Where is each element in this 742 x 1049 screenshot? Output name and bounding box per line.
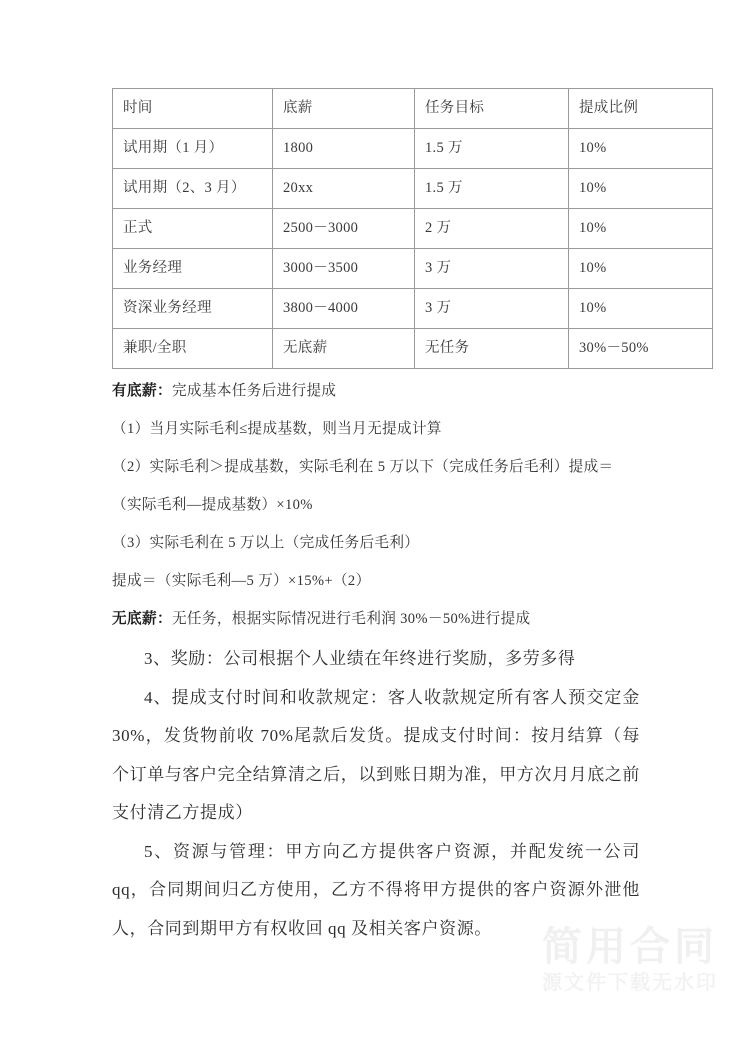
column-header-rate: 提成比例 — [569, 89, 713, 129]
with-base-salary-rule-1: （1）当月实际毛利≤提成基数，则当月无提成计算 — [112, 421, 442, 437]
with-base-salary-lead: 有底薪： — [112, 383, 172, 399]
table-header-row — [113, 89, 713, 129]
with-base-salary-rule-3-formula: 提成＝（实际毛利—5 万）×15%+（2） — [112, 573, 371, 589]
cell-rate: 30%－50% — [569, 329, 713, 369]
cell-rate: 10% — [569, 249, 713, 289]
cell-goal: 3 万 — [415, 249, 569, 289]
table-row — [113, 249, 713, 289]
watermark-brand: 简用合同 — [542, 924, 718, 970]
cell-base: 2500－3000 — [273, 209, 415, 249]
with-base-salary-text: 完成基本任务后进行提成 — [171, 383, 337, 399]
salary-commission-table — [112, 88, 713, 369]
document-body — [112, 372, 640, 948]
cell-goal: 1.5 万 — [415, 129, 569, 169]
clause-5-resource-management: 5、资源与管理：甲方向乙方提供客户资源，并配发统一公司 qq，合同期间归乙方使用，乙方不得将甲方提供的客户资源外泄他人，合同到期甲方有权收回 qq 及相关客户资源。 — [112, 841, 640, 938]
cell-time: 业务经理 — [113, 249, 273, 289]
cell-base: 3800－4000 — [273, 289, 415, 329]
cell-goal: 2 万 — [415, 209, 569, 249]
table-body — [113, 89, 713, 369]
column-header-base: 底薪 — [273, 89, 415, 129]
clause-4-payment-terms: 4、提成支付时间和收款规定：客人收款规定所有客人预交定金 30%，发货物前收 70%尾款后发货。提成支付时间：按月结算（每个订单与客户完全结算清之后，以到账日期为准，甲方次月月底之前支付清乙方提成） — [112, 687, 640, 822]
without-base-salary-lead: 无底薪： — [112, 611, 172, 627]
clause-3-reward: 3、奖励：公司根据个人业绩在年终进行奖励，多劳多得 — [144, 649, 576, 668]
cell-time: 资深业务经理 — [113, 289, 273, 329]
table-row — [113, 329, 713, 369]
watermark-tagline: 源文件下载无水印 — [542, 970, 718, 994]
cell-goal: 无任务 — [415, 329, 569, 369]
cell-base: 3000－3500 — [273, 249, 415, 289]
cell-goal: 1.5 万 — [415, 169, 569, 209]
cell-time: 试用期（2、3 月） — [113, 169, 273, 209]
cell-rate: 10% — [569, 129, 713, 169]
without-base-salary-heading — [112, 600, 640, 638]
cell-rate: 10% — [569, 169, 713, 209]
with-base-salary-heading — [112, 372, 640, 410]
column-header-goal: 任务目标 — [415, 89, 569, 129]
with-base-salary-rule-3: （3）实际毛利在 5 万以上（完成任务后毛利） — [112, 535, 420, 551]
cell-rate: 10% — [569, 209, 713, 249]
cell-time: 兼职/全职 — [113, 329, 273, 369]
cell-goal: 3 万 — [415, 289, 569, 329]
cell-time: 试用期（1 月） — [113, 129, 273, 169]
with-base-salary-rule-2: （2）实际毛利＞提成基数，实际毛利在 5 万以下（完成任务后毛利）提成＝（实际毛利—提成基数）×10% — [112, 459, 614, 513]
cell-base: 20xx — [273, 169, 415, 209]
column-header-time: 时间 — [113, 89, 273, 129]
without-base-salary-text: 无任务，根据实际情况进行毛利润 30%－50%进行提成 — [171, 611, 531, 627]
table-row — [113, 169, 713, 209]
cell-base: 无底薪 — [273, 329, 415, 369]
cell-base: 1800 — [273, 129, 415, 169]
cell-rate: 10% — [569, 289, 713, 329]
table-row — [113, 129, 713, 169]
cell-time: 正式 — [113, 209, 273, 249]
table-row — [113, 289, 713, 329]
table-row — [113, 209, 713, 249]
